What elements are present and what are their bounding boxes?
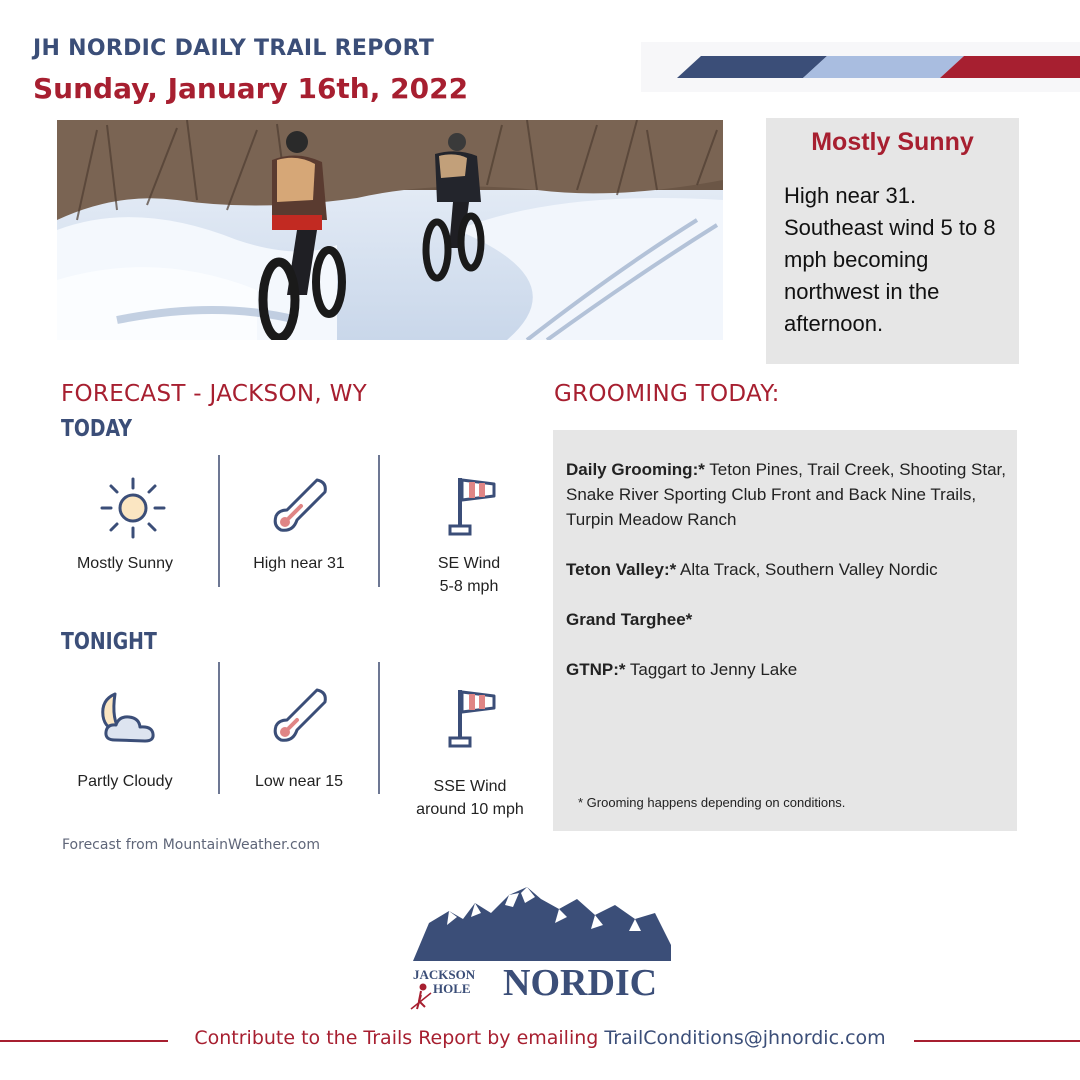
- tonight-condition: Partly Cloudy: [77, 773, 173, 790]
- windsock-icon: [446, 476, 498, 541]
- grooming-heading: GROOMING TODAY:: [554, 381, 780, 407]
- grooming-area: Grand Targhee*: [566, 610, 693, 629]
- divider: [218, 455, 220, 587]
- grooming-item: [566, 607, 1006, 632]
- tonight-wind-speed: around 10 mph: [416, 801, 524, 818]
- windsock-icon: [446, 688, 498, 753]
- logo-text-jackson: JACKSON: [413, 967, 476, 982]
- divider: [218, 662, 220, 794]
- grooming-item: [566, 557, 1006, 582]
- grooming-trails: Alta Track, Southern Valley Nordic: [676, 560, 938, 579]
- tonight-low: Low near 15: [254, 773, 344, 790]
- grooming-area: GTNP:*: [566, 660, 626, 679]
- grooming-trails: Taggart to Jenny Lake: [625, 660, 798, 679]
- grooming-area: Daily Grooming:*: [566, 460, 705, 479]
- tonight-label: TONIGHT: [61, 629, 157, 655]
- thermometer-icon: [271, 476, 331, 541]
- trail-photo: [57, 120, 723, 340]
- logo-text-hole: HOLE: [433, 981, 471, 996]
- today-wind: [404, 552, 534, 598]
- sun-icon: [100, 477, 166, 544]
- grooming-trails: Teton Pines, Trail Creek, Shooting Star, Snake River Sporting Club Front and Back Nine Trails, Turpin Meadow Ranch: [566, 460, 1006, 529]
- tonight-wind: [396, 775, 544, 821]
- jackson-hole-nordic-logo: [409, 883, 673, 1013]
- tonight-wind-direction: SSE Wind: [433, 778, 507, 795]
- report-date: Sunday, January 16th, 2022: [33, 72, 469, 105]
- today-wind-direction: SE Wind: [437, 555, 501, 572]
- footer-text: Contribute to the Trails Report by emailing: [194, 1027, 605, 1049]
- decorative-stripes: [641, 42, 1080, 92]
- footer-email-link[interactable]: TrailConditions@jhnordic.com: [604, 1027, 886, 1049]
- grooming-item: [566, 457, 1006, 532]
- grooming-panel: [553, 430, 1017, 831]
- report-title: JH NORDIC DAILY TRAIL REPORT: [33, 36, 435, 61]
- grooming-item: [566, 657, 1006, 682]
- grooming-footnote: * Grooming happens depending on conditions.: [578, 795, 846, 810]
- today-condition: Mostly Sunny: [76, 555, 174, 572]
- weather-summary-title: Mostly Sunny: [811, 128, 974, 156]
- grooming-area: Teton Valley:*: [566, 560, 677, 579]
- logo-text-nordic: NORDIC: [503, 962, 658, 1004]
- forecast-credit: Forecast from MountainWeather.com: [62, 837, 320, 853]
- forecast-heading: FORECAST - JACKSON, WY: [61, 381, 367, 407]
- weather-summary-panel: [766, 118, 1019, 364]
- today-high: High near 31: [253, 555, 345, 572]
- moon-cloud-icon: [97, 690, 159, 751]
- today-wind-speed: 5-8 mph: [439, 578, 499, 595]
- thermometer-icon: [271, 686, 331, 751]
- weather-summary-description: High near 31. Southeast wind 5 to 8 mph becoming northwest in the afternoon.: [784, 183, 996, 336]
- divider: [378, 455, 380, 587]
- footer-contribute: [0, 1027, 1080, 1049]
- divider: [378, 662, 380, 794]
- today-label: TODAY: [61, 416, 133, 442]
